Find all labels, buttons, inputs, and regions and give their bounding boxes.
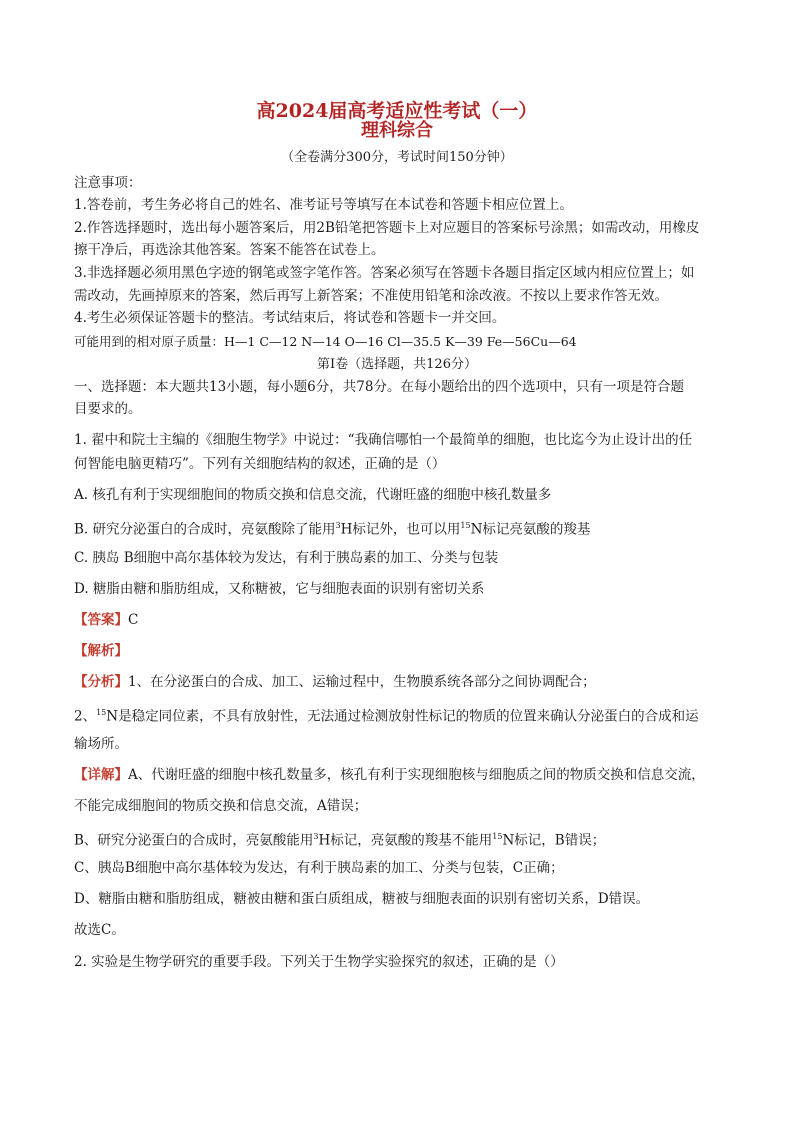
- q1-option-b-part-3: N标记亮氨酸的羧基: [470, 521, 591, 538]
- conclusion: 故选C。: [74, 922, 125, 938]
- q1-option-d: D. 糖脂由糖和脂肪组成，又称糖被，它与细胞表面的识别有密切关系: [74, 581, 485, 597]
- exam-subject: 理科综合: [361, 120, 433, 141]
- detail-line-a1: [74, 766, 734, 784]
- q1-option-b: [74, 517, 734, 539]
- note-3-line-2: 需改动，先画掉原来的答案，然后再写上新答案；不准使用铅笔和涂改液。不按以上要求作答无效。: [74, 288, 668, 304]
- q1-option-b-part-1: B. 研究分泌蛋白的合成时，亮氨酸除了能用: [74, 521, 336, 538]
- answer-tag: 【答案】: [74, 612, 128, 628]
- part-title: 第Ⅰ卷（选择题，共126分）: [317, 357, 477, 372]
- exam-info: （全卷满分300分，考试时间150分钟）: [281, 150, 513, 165]
- detail-tag: 【详解】: [74, 767, 128, 783]
- q2-stem: 2. 实验是生物学研究的重要手段。下列关于生物学实验探究的叙述，正确的是（）: [74, 954, 564, 970]
- note-4: 4.考生必须保证答题卡的整洁。考试结束后，将试卷和答题卡一并交回。: [74, 310, 506, 326]
- q1-option-b-sup-1: 3: [335, 521, 341, 530]
- analysis-tag: [74, 642, 734, 660]
- fenxi-line-3: 输场所。: [74, 736, 128, 752]
- fenxi-2-prefix: 2、: [74, 708, 97, 725]
- q1-option-b-part-2: H标记外，也可以用: [340, 521, 461, 538]
- fenxi-text-1: 1、在分泌蛋白的合成、加工、运输过程中，生物膜系统各部分之间协调配合；: [128, 674, 596, 690]
- detail-line-a2: 不能完成细胞间的物质交换和信息交流，A错误；: [74, 798, 368, 814]
- detail-b-sup-1: 3: [313, 832, 319, 841]
- exam-title: 高2024届高考适应性考试（一）: [256, 100, 538, 122]
- q1-option-c: C. 胰岛 B细胞中高尔基体较为发达，有利于胰岛素的加工、分类与包装: [74, 550, 499, 566]
- notes-heading: 注意事项：: [74, 175, 142, 191]
- note-1: 1.答卷前，考生务必将自己的姓名、准考证号等填写在本试卷和答题卡相应位置上。: [74, 197, 573, 213]
- note-2-line-1: 2.作答选择题时，选出每小题答案后，用2B铅笔把答题卡上对应题目的答案标号涂黑；如需改动，用橡皮: [74, 220, 700, 236]
- atomic-masses: 可能用到的相对原子质量：H—1 C—12 N—14 O—16 Cl—35.5 K—39 Fe—56Cu—64: [74, 334, 577, 349]
- section-intro-line-1: 一、选择题：本大题共13小题，每小题6分，共78分。在每小题给出的四个选项中，只有一项是符合题: [74, 379, 684, 395]
- detail-line-c: C、胰岛B细胞中高尔基体较为发达，有利于胰岛素的加工、分类与包装，C正确；: [74, 860, 564, 876]
- section-intro-line-2: 目要求的。: [74, 401, 142, 417]
- fenxi-2-text: N是稳定同位素，不具有放射性，无法通过检测放射性标记的物质的位置来确认分泌蛋白的合成和运: [106, 708, 699, 725]
- analysis-label: 【解析】: [74, 643, 128, 659]
- q1-stem-line-2: 何智能电脑更精巧”。下列有关细胞结构的叙述，正确的是（）: [74, 456, 446, 472]
- detail-b-sup-2: 15: [492, 832, 503, 841]
- q1-option-a: A. 核孔有利于实现细胞间的物质交换和信息交流，代谢旺盛的细胞中核孔数量多: [74, 487, 552, 503]
- note-3-line-1: 3.非选择题必须用黑色字迹的钢笔或签字笔作答。答案必须写在答题卡各题目指定区域内相应位置上；如: [74, 265, 695, 281]
- fenxi-line-1: [74, 673, 734, 691]
- detail-b-part-3: N标记，B错误；: [502, 832, 606, 849]
- q1-option-b-sup-2: 15: [460, 521, 471, 530]
- fenxi-line-2: [74, 704, 734, 726]
- note-2-line-2: 擦干净后，再选涂其他答案。答案不能答在试卷上。: [74, 242, 385, 258]
- fenxi-2-sup: 15: [96, 708, 107, 717]
- fenxi-tag: 【分析】: [74, 674, 128, 690]
- detail-b-part-2: H标记，亮氨酸的羧基不能用: [318, 832, 493, 849]
- detail-a-text: A、代谢旺盛的细胞中核孔数量多，核孔有利于实现细胞核与细胞质之间的物质交换和信息交流，: [128, 767, 705, 783]
- q1-stem-line-1: 1. 翟中和院士主编的《细胞生物学》中说过：“我确信哪怕一个最简单的细胞，也比迄今为止设计出的任: [74, 432, 693, 448]
- detail-line-b: [74, 828, 734, 850]
- answer-line: [74, 611, 734, 629]
- detail-b-part-1: B、研究分泌蛋白的合成时，亮氨酸能用: [74, 832, 314, 849]
- detail-line-d: D、糖脂由糖和脂肪组成，糖被由糖和蛋白质组成，糖被与细胞表面的识别有密切关系，D错误。: [74, 891, 650, 907]
- answer-value: C: [128, 612, 139, 628]
